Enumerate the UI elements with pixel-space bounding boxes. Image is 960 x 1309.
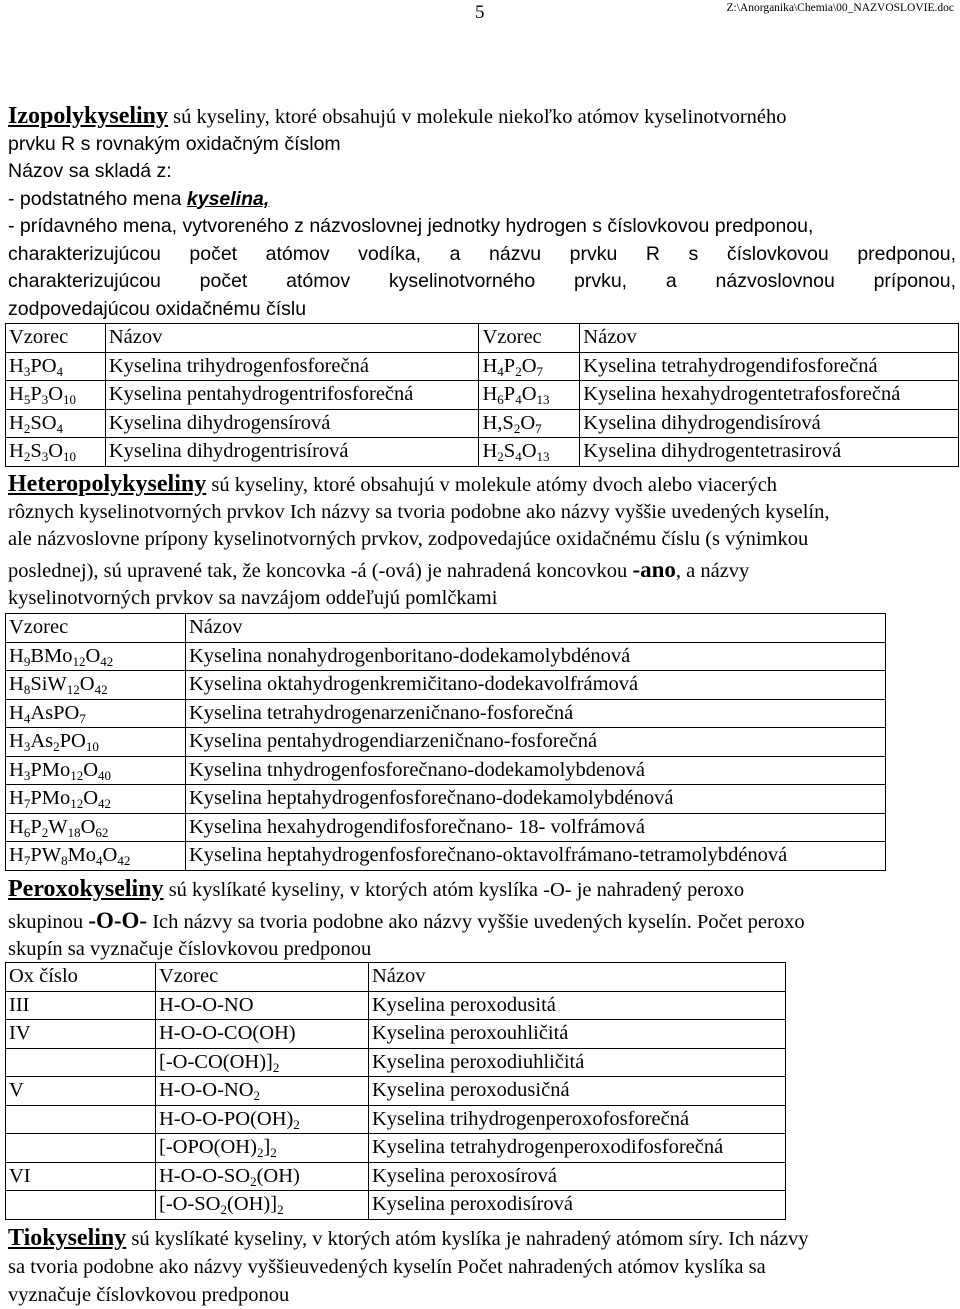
table-header-row (6, 614, 886, 643)
column-header: Názov (105, 324, 479, 353)
formula-cell: $[-O-SO_2(OH)]_2$ (156, 1191, 369, 1220)
izo-line8: zodpovedajúcou oxidačnému číslu (8, 296, 956, 324)
tio-heading: Tiokyseliny (8, 1225, 126, 1251)
peroxo-line2-prefix: skupinou (8, 911, 88, 933)
table-row (6, 842, 886, 871)
hetero-line3: ale názvoslovne prípony kyselinotvorných prvkov, zodpovedajúce oxidačnému číslu (s výnimkou (8, 526, 956, 554)
table-row (6, 352, 959, 381)
name-cell: Kyselina pentahydrogendiarzeničnano-fosforečná (186, 728, 886, 757)
formula-cell: $[-O-CO(OH)]_2$ (156, 1048, 369, 1077)
table-row (6, 671, 886, 700)
name-cell: Kyselina peroxouhličitá (369, 1020, 786, 1049)
name-cell: Kyselina heptahydrogenfosforečnano-dodekamolybdénová (186, 785, 886, 814)
formula-cell: $H_5P_3O_{10}$ (6, 381, 106, 410)
formula-cell: $H_7PMo_{12}O_{42}$ (6, 785, 186, 814)
name-cell: Kyselina oktahydrogenkremičitano-dodekavolfrámová (186, 671, 886, 700)
izo-keyword-kyselina: kyselina, (187, 188, 269, 210)
formula-cell: $H_6P_4O_{13}$ (479, 381, 580, 410)
formula-cell: $H_2S_4O_{13}$ (479, 438, 580, 467)
tio-line3: vyznačuje číslovkovou predponou (8, 1282, 956, 1309)
column-header: Ox číslo (6, 963, 156, 992)
hetero-line4-suffix: , a názvy (676, 560, 749, 582)
izo-line3: Názov sa skladá z: (8, 158, 956, 186)
hetero-heading: Heteropolykyseliny (8, 471, 206, 497)
izo-line4-prefix: - podstatného mena (8, 188, 187, 210)
hetero-ano-suffix: -ano (632, 557, 675, 582)
izo-section (8, 103, 956, 323)
izo-line6: charakterizujúcou počet atómov vodíka, a názvu prvku R s číslovkovou predponou, (8, 241, 956, 269)
column-header: Názov (369, 963, 786, 992)
hetero-line4-prefix: poslednej), sú upravené tak, že koncovka -á (-ová) je nahradená koncovkou (8, 560, 632, 582)
table-row (6, 409, 959, 438)
formula-cell: $H_3As_2PO_{10}$ (6, 728, 186, 757)
formula-cell: $H-O-O-NO_2$ (156, 1077, 369, 1106)
oxidation-number-cell (6, 1191, 156, 1220)
hetero-line1: sú kyseliny, ktoré obsahujú v molekule atómy dvoch alebo viacerých (206, 474, 777, 496)
hetero-table (5, 613, 886, 871)
hetero-section (8, 471, 956, 612)
oxidation-number-cell: IV (6, 1020, 156, 1049)
izo-heading: Izopolykyseliny (8, 103, 168, 129)
name-cell: Kyselina heptahydrogenfosforečnano-oktavolfrámano-tetramolybdénová (186, 842, 886, 871)
tio-section (8, 1223, 956, 1309)
table-row (6, 728, 886, 757)
formula-cell: $H-O-O-PO(OH)_2$ (156, 1105, 369, 1134)
oxidation-number-cell: VI (6, 1162, 156, 1191)
peroxo-table (5, 962, 786, 1220)
name-cell: Kyselina dihydrogendisírová (580, 409, 959, 438)
peroxo-heading: Peroxokyseliny (8, 876, 164, 902)
izo-line5: - prídavného mena, vytvoreného z názvoslovnej jednotky hydrogen s číslovkovou predponou, (8, 213, 956, 241)
formula-cell: $H_2S_3O_{10}$ (6, 438, 106, 467)
izo-line7: charakterizujúcou počet atómov kyselinotvorného prvku, a názvoslovnou príponou, (8, 268, 956, 296)
table-row (6, 642, 886, 671)
name-cell: Kyselina peroxosírová (369, 1162, 786, 1191)
name-cell: Kyselina hexahydrogendifosforečnano- 18- volfrámová (186, 813, 886, 842)
name-cell: Kyselina trihydrogenfosforečná (105, 352, 479, 381)
table-header-row (6, 963, 786, 992)
formula-cell: $[-OPO(OH)_2]_2$ (156, 1134, 369, 1163)
name-cell: Kyselina pentahydrogentrifosforečná (105, 381, 479, 410)
izo-table (5, 323, 959, 467)
table-row (6, 699, 886, 728)
izo-intro: sú kyseliny, ktoré obsahujú v molekule niekoľko atómov kyselinotvorného (168, 106, 787, 128)
hetero-line2: rôznych kyselinotvorných prvkov Ich názvy sa tvoria podobne ako názvy vyššie uvedených kyselín, (8, 499, 956, 527)
formula-cell: $H_7PW_8Mo_4O_{42}$ (6, 842, 186, 871)
formula-cell: H-O-O-NO (156, 991, 369, 1020)
page-number: 5 (475, 2, 485, 24)
table-row (6, 991, 786, 1020)
name-cell: Kyselina dihydrogentrisírová (105, 438, 479, 467)
file-path: Z:\Anorganika\Chemia\00_NAZVOSLOVIE.doc (726, 2, 954, 14)
formula-cell: $H_3PMo_{12}O_{40}$ (6, 756, 186, 785)
table-row (6, 813, 886, 842)
table-row (6, 756, 886, 785)
table-row (6, 1134, 786, 1163)
name-cell: Kyselina dihydrogentetrasirová (580, 438, 959, 467)
table-row (6, 1077, 786, 1106)
table-row (6, 1020, 786, 1049)
column-header: Vzorec (6, 614, 186, 643)
column-header: Vzorec (6, 324, 106, 353)
name-cell: Kyselina tetrahydrogendifosforečná (580, 352, 959, 381)
column-header: Vzorec (479, 324, 580, 353)
peroxo-group: -O-O- (88, 908, 147, 933)
name-cell: Kyselina tetrahydrogenperoxodifosforečná (369, 1134, 786, 1163)
izo-line2: prvku R s rovnakým oxidačným číslom (8, 131, 956, 159)
name-cell: Kyselina peroxodusitá (369, 991, 786, 1020)
table-header-row (6, 324, 959, 353)
table-row (6, 438, 959, 467)
peroxo-line3: skupín sa vyznačuje číslovkovou predponou (8, 936, 956, 964)
formula-cell: $H_3PO_4$ (6, 352, 106, 381)
table-row (6, 1162, 786, 1191)
formula-cell: $H,S_2O_7$ (479, 409, 580, 438)
formula-cell: $H_4P_2O_7$ (479, 352, 580, 381)
table-row (6, 1048, 786, 1077)
name-cell: Kyselina peroxodiuhličitá (369, 1048, 786, 1077)
tio-line2: sa tvoria podobne ako názvy vyššieuvedených kyselín Počet nahradených atómov kyslíka sa (8, 1254, 956, 1282)
table-row (6, 381, 959, 410)
table-row (6, 785, 886, 814)
peroxo-line2-suffix: Ich názvy sa tvoria podobne ako názvy vyššie uvedených kyselín. Počet peroxo (147, 911, 805, 933)
formula-cell: $H-O-O-SO_2(OH)$ (156, 1162, 369, 1191)
column-header: Vzorec (156, 963, 369, 992)
name-cell: Kyselina peroxodusičná (369, 1077, 786, 1106)
oxidation-number-cell (6, 1048, 156, 1077)
oxidation-number-cell: V (6, 1077, 156, 1106)
name-cell: Kyselina hexahydrogentetrafosforečná (580, 381, 959, 410)
column-header: Názov (580, 324, 959, 353)
column-header: Názov (186, 614, 886, 643)
name-cell: Kyselina dihydrogensírová (105, 409, 479, 438)
name-cell: Kyselina tnhydrogenfosforečnano-dodekamolybdenová (186, 756, 886, 785)
formula-cell: $H_9BMo_{12}O_{42}$ (6, 642, 186, 671)
hetero-line5: kyselinotvorných prvkov sa navzájom oddeľujú pomlčkami (8, 585, 956, 613)
formula-cell: $H_4AsPO_7$ (6, 699, 186, 728)
formula-cell: $H_6P_2W_{18}O_{62}$ (6, 813, 186, 842)
name-cell: Kyselina nonahydrogenboritano-dodekamolybdénová (186, 642, 886, 671)
name-cell: Kyselina peroxodisírová (369, 1191, 786, 1220)
name-cell: Kyselina tetrahydrogenarzeničnano-fosforečná (186, 699, 886, 728)
oxidation-number-cell (6, 1105, 156, 1134)
oxidation-number-cell (6, 1134, 156, 1163)
formula-cell: H-O-O-CO(OH) (156, 1020, 369, 1049)
table-row (6, 1191, 786, 1220)
peroxo-line1: sú kyslíkaté kyseliny, v ktorých atóm kyslíka -O- je nahradený peroxo (164, 879, 745, 901)
oxidation-number-cell: III (6, 991, 156, 1020)
tio-line1: sú kyslíkaté kyseliny, v ktorých atóm kyslíka je nahradený atómom síry. Ich názvy (126, 1228, 808, 1250)
name-cell: Kyselina trihydrogenperoxofosforečná (369, 1105, 786, 1134)
formula-cell: $H_8SiW_{12}O_{42}$ (6, 671, 186, 700)
peroxo-section (8, 874, 956, 964)
table-row (6, 1105, 786, 1134)
formula-cell: $H_2SO_4$ (6, 409, 106, 438)
